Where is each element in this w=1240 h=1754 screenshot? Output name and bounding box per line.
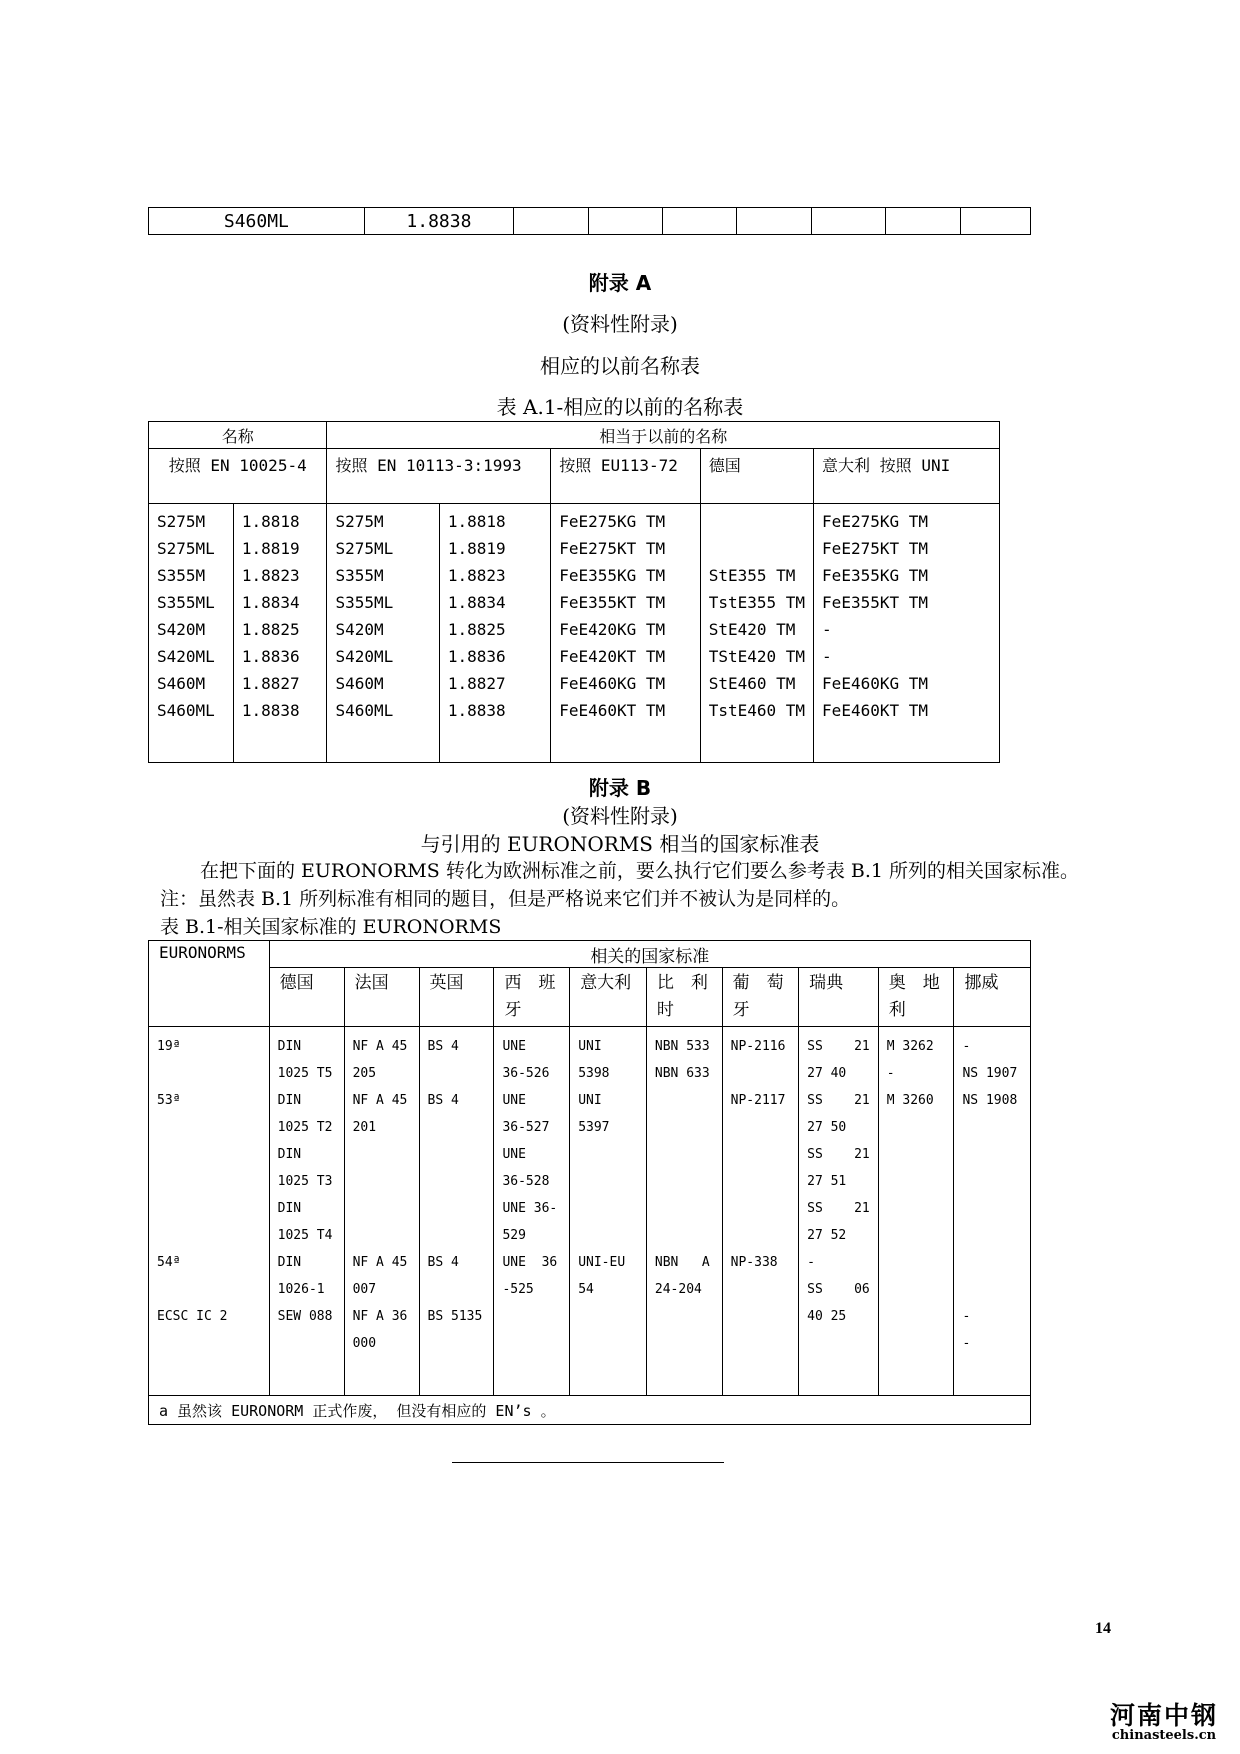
column-en10113-number: 1.8818 1.8819 1.8823 1.8834 1.8825 1.8836 1.8827 1.8838 <box>439 504 550 763</box>
column-steel-name: S275M S275ML S355M S355ML S420M S420ML S460M S460ML <box>149 504 234 763</box>
annex-a-title: 附录 A <box>588 271 652 295</box>
header-national-standards: 相关的国家标准 <box>269 941 1030 968</box>
column-eu113: FeE275KG TM FeE275KT TM FeE355KG TM FeE355KT TM FeE420KG TM FeE420KT TM FeE460KG TM FeE460KT TM <box>551 504 701 763</box>
annex-b-heading: 与引用的 EURONORMS 相当的国家标准表 <box>420 832 820 856</box>
cell-empty <box>737 208 811 235</box>
column-belgium: NBN 533 NBN 633 NBN A 24-204 <box>646 1027 722 1396</box>
table-a1 <box>148 421 1000 763</box>
header-uk: 英国 <box>419 968 494 1027</box>
annex-b-title: 附录 B <box>588 776 652 800</box>
footnote-divider <box>452 1462 724 1463</box>
annex-a-subtitle: (资料性附录) <box>562 312 678 336</box>
annex-a-heading: 相应的以前名称表 <box>540 354 700 378</box>
sub-header-germany: 德国 <box>700 449 813 504</box>
column-portugal: NP-2116 NP-2117 NP-338 <box>722 1027 798 1396</box>
column-germany: StE355 TM TstE355 TM StE420 TM TStE420 TM StE460 TM TstE460 TM <box>700 504 813 763</box>
column-france: NF A 45 205 NF A 45 201 NF A 45 007 NF A 36 000 <box>344 1027 419 1396</box>
cell-empty <box>514 208 588 235</box>
column-spain: UNE 36-526 UNE 36-527 UNE 36-528 UNE 36- 529 UNE 36 -525 <box>494 1027 570 1396</box>
header-norway: 挪威 <box>954 968 1031 1027</box>
cell-number: 1.8838 <box>364 208 513 235</box>
column-uk: BS 4 BS 4 BS 4 BS 5135 <box>419 1027 494 1396</box>
column-steel-number: 1.8818 1.8819 1.8823 1.8834 1.8825 1.8836 1.8827 1.8838 <box>233 504 327 763</box>
cell-empty <box>886 208 960 235</box>
header-belgium: 比 利 时 <box>646 968 722 1027</box>
column-germany: DIN 1025 T5 DIN 1025 T2 DIN 1025 T3 DIN 1025 T4 DIN 1026-1 SEW 088 <box>269 1027 344 1396</box>
sub-header-en10113: 按照 EN 10113-3:1993 <box>327 449 551 504</box>
table-footnote: a 虽然该 EURONORM 正式作废， 但没有相应的 EN’s 。 <box>149 1396 1031 1425</box>
column-italy: UNI 5398 UNI 5397 UNI-EU 54 <box>570 1027 647 1396</box>
cell-empty <box>960 208 1030 235</box>
paragraph: 在把下面的 EURONORMS 转化为欧洲标准之前，要么执行它们要么参考表 B.1 所列的相关国家标准。 <box>200 860 1079 882</box>
annex-b-subtitle: (资料性附录) <box>562 804 678 828</box>
table-header-previous: 相当于以前的名称 <box>327 422 1000 449</box>
logo-text-cn: 河南中钢 <box>1109 1701 1218 1730</box>
header-italy: 意大利 <box>570 968 647 1027</box>
cell-name: S460ML <box>149 208 365 235</box>
header-euronorms: EURONORMS <box>149 941 270 1027</box>
header-portugal: 葡 萄 牙 <box>722 968 798 1027</box>
table-a1-title: 表 A.1-相应的以前的名称表 <box>496 395 744 419</box>
column-euronorms: 19ª 53ª 54ª ECSC IC 2 <box>149 1027 270 1396</box>
table-b1 <box>148 940 1031 1425</box>
cell-empty <box>811 208 885 235</box>
sub-header-eu113: 按照 EU113-72 <box>551 449 701 504</box>
column-norway: - NS 1907 NS 1908 - - <box>954 1027 1031 1396</box>
column-en10113-name: S275M S275ML S355M S355ML S420M S420ML S460M S460ML <box>327 504 439 763</box>
cell-empty <box>662 208 736 235</box>
note: 注：虽然表 B.1 所列标准有相同的题目，但是严格说来它们并不被认为是同样的。 <box>160 888 851 910</box>
column-sweden: SS 21 27 40 SS 21 27 50 SS 21 27 51 SS 21 27 52 - SS 06 40 25 <box>799 1027 879 1396</box>
header-austria: 奥 地 利 <box>878 968 954 1027</box>
column-austria: M 3262 - M 3260 <box>878 1027 954 1396</box>
page-number: 14 <box>1095 1620 1111 1637</box>
table-header-name: 名称 <box>149 422 327 449</box>
header-sweden: 瑞典 <box>799 968 879 1027</box>
cell-empty <box>588 208 662 235</box>
sub-header-italy: 意大利 按照 UNI <box>814 449 1000 504</box>
table-b1-title: 表 B.1-相关国家标准的 EURONORMS <box>160 916 502 938</box>
previous-table-row <box>148 207 1031 235</box>
sub-header-en10025: 按照 EN 10025-4 <box>149 449 327 504</box>
watermark-logo <box>1088 1703 1240 1743</box>
header-france: 法国 <box>344 968 419 1027</box>
logo-text-en: chinasteels.cn <box>1111 1728 1217 1743</box>
header-spain: 西 班 牙 <box>494 968 570 1027</box>
header-germany: 德国 <box>269 968 344 1027</box>
column-italy: FeE275KG TM FeE275KT TM FeE355KG TM FeE355KT TM - - FeE460KG TM FeE460KT TM <box>814 504 1000 763</box>
